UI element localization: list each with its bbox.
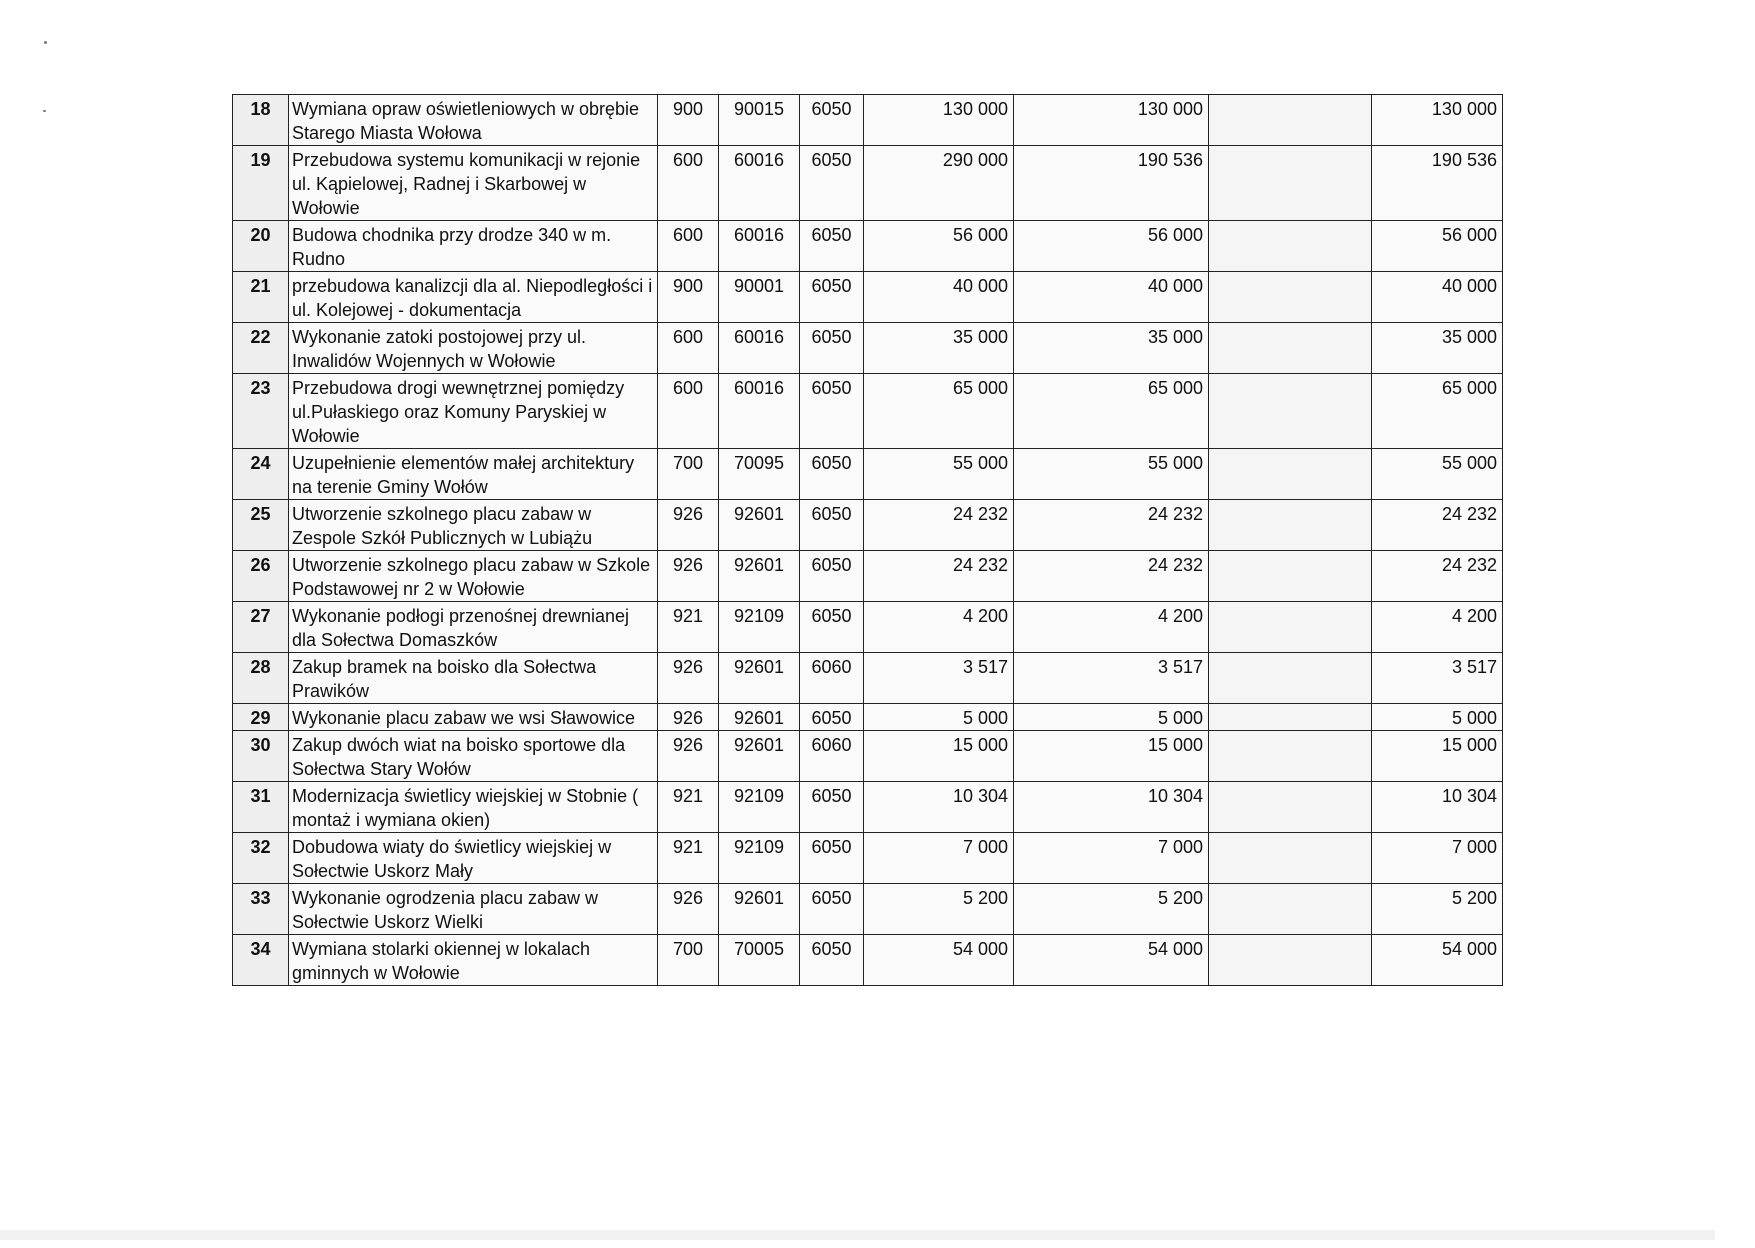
amount-total: 24 232: [1372, 500, 1503, 551]
total-value: 65 000: [864, 374, 1014, 449]
amount-total: 7 000: [1372, 833, 1503, 884]
dzial-code: 700: [658, 449, 719, 500]
dzial-code: 921: [658, 782, 719, 833]
amount-total: 5 200: [1372, 884, 1503, 935]
investment-table: [232, 94, 1503, 986]
paragraf-code: 6050: [800, 782, 864, 833]
rozdzial-code: 60016: [719, 221, 800, 272]
dzial-code: 600: [658, 323, 719, 374]
paragraf-code: 6050: [800, 146, 864, 221]
amount-total: 10 304: [1372, 782, 1503, 833]
task-name: Wykonanie podłogi przenośnej drewnianej dla Sołectwa Domaszków: [289, 602, 658, 653]
total-value: 4 200: [864, 602, 1014, 653]
task-name: Zakup bramek na boisko dla Sołectwa Prawików: [289, 653, 658, 704]
empty-cell: [1209, 833, 1372, 884]
empty-cell: [1209, 653, 1372, 704]
total-value: 15 000: [864, 731, 1014, 782]
rozdzial-code: 92601: [719, 704, 800, 731]
paragraf-code: 6050: [800, 551, 864, 602]
row-number: 24: [233, 449, 289, 500]
dzial-code: 926: [658, 551, 719, 602]
year-expenditure: 3 517: [1014, 653, 1209, 704]
dzial-code: 900: [658, 272, 719, 323]
dzial-code: 926: [658, 653, 719, 704]
table-body: [233, 95, 1503, 986]
task-name: przebudowa kanalizcji dla al. Niepodległości i ul. Kolejowej - dokumentacja: [289, 272, 658, 323]
total-value: 35 000: [864, 323, 1014, 374]
task-name: Przebudowa drogi wewnętrznej pomiędzy ul.Pułaskiego oraz Komuny Paryskiej w Wołowie: [289, 374, 658, 449]
year-expenditure: 4 200: [1014, 602, 1209, 653]
row-number: 22: [233, 323, 289, 374]
rozdzial-code: 60016: [719, 323, 800, 374]
year-expenditure: 24 232: [1014, 500, 1209, 551]
total-value: 290 000: [864, 146, 1014, 221]
table-row: [233, 272, 1503, 323]
row-number: 28: [233, 653, 289, 704]
amount-total: 24 232: [1372, 551, 1503, 602]
row-number: 23: [233, 374, 289, 449]
rozdzial-code: 92601: [719, 731, 800, 782]
row-number: 27: [233, 602, 289, 653]
year-expenditure: 5 000: [1014, 704, 1209, 731]
empty-cell: [1209, 602, 1372, 653]
table-row: [233, 602, 1503, 653]
amount-total: 54 000: [1372, 935, 1503, 986]
row-number: 21: [233, 272, 289, 323]
table-row: [233, 884, 1503, 935]
table-row: [233, 95, 1503, 146]
total-value: 54 000: [864, 935, 1014, 986]
scan-speck: [43, 110, 46, 112]
row-number: 33: [233, 884, 289, 935]
table-row: [233, 935, 1503, 986]
row-number: 30: [233, 731, 289, 782]
empty-cell: [1209, 782, 1372, 833]
total-value: 130 000: [864, 95, 1014, 146]
paragraf-code: 6060: [800, 731, 864, 782]
amount-total: 5 000: [1372, 704, 1503, 731]
rozdzial-code: 70095: [719, 449, 800, 500]
amount-total: 3 517: [1372, 653, 1503, 704]
paragraf-code: 6050: [800, 323, 864, 374]
table-row: [233, 374, 1503, 449]
table-row: [233, 323, 1503, 374]
row-number: 18: [233, 95, 289, 146]
year-expenditure: 55 000: [1014, 449, 1209, 500]
rozdzial-code: 92601: [719, 884, 800, 935]
table-row: [233, 833, 1503, 884]
rozdzial-code: 92601: [719, 500, 800, 551]
row-number: 26: [233, 551, 289, 602]
amount-total: 56 000: [1372, 221, 1503, 272]
paragraf-code: 6050: [800, 884, 864, 935]
amount-total: 55 000: [1372, 449, 1503, 500]
rozdzial-code: 60016: [719, 374, 800, 449]
task-name: Wymiana opraw oświetleniowych w obrębie Starego Miasta Wołowa: [289, 95, 658, 146]
total-value: 7 000: [864, 833, 1014, 884]
empty-cell: [1209, 500, 1372, 551]
dzial-code: 600: [658, 146, 719, 221]
amount-total: 130 000: [1372, 95, 1503, 146]
amount-total: 15 000: [1372, 731, 1503, 782]
rozdzial-code: 92109: [719, 602, 800, 653]
paragraf-code: 6050: [800, 95, 864, 146]
dzial-code: 900: [658, 95, 719, 146]
paragraf-code: 6050: [800, 221, 864, 272]
empty-cell: [1209, 449, 1372, 500]
empty-cell: [1209, 146, 1372, 221]
task-name: Dobudowa wiaty do świetlicy wiejskiej w Sołectwie Uskorz Mały: [289, 833, 658, 884]
task-name: Wykonanie zatoki postojowej przy ul. Inwalidów Wojennych w Wołowie: [289, 323, 658, 374]
year-expenditure: 190 536: [1014, 146, 1209, 221]
table-row: [233, 221, 1503, 272]
total-value: 3 517: [864, 653, 1014, 704]
dzial-code: 926: [658, 704, 719, 731]
total-value: 5 000: [864, 704, 1014, 731]
total-value: 40 000: [864, 272, 1014, 323]
row-number: 34: [233, 935, 289, 986]
paragraf-code: 6050: [800, 602, 864, 653]
empty-cell: [1209, 374, 1372, 449]
table-row: [233, 782, 1503, 833]
table-row: [233, 653, 1503, 704]
year-expenditure: 10 304: [1014, 782, 1209, 833]
dzial-code: 926: [658, 884, 719, 935]
table-row: [233, 551, 1503, 602]
year-expenditure: 15 000: [1014, 731, 1209, 782]
amount-total: 40 000: [1372, 272, 1503, 323]
empty-cell: [1209, 551, 1372, 602]
table-row: [233, 449, 1503, 500]
year-expenditure: 35 000: [1014, 323, 1209, 374]
dzial-code: 926: [658, 500, 719, 551]
empty-cell: [1209, 935, 1372, 986]
table-row: [233, 146, 1503, 221]
row-number: 25: [233, 500, 289, 551]
year-expenditure: 7 000: [1014, 833, 1209, 884]
paragraf-code: 6050: [800, 833, 864, 884]
total-value: 55 000: [864, 449, 1014, 500]
year-expenditure: 54 000: [1014, 935, 1209, 986]
task-name: Uzupełnienie elementów małej architektury na terenie Gminy Wołów: [289, 449, 658, 500]
row-number: 20: [233, 221, 289, 272]
paragraf-code: 6050: [800, 449, 864, 500]
row-number: 19: [233, 146, 289, 221]
empty-cell: [1209, 95, 1372, 146]
year-expenditure: 40 000: [1014, 272, 1209, 323]
paragraf-code: 6050: [800, 704, 864, 731]
empty-cell: [1209, 731, 1372, 782]
dzial-code: 921: [658, 833, 719, 884]
dzial-code: 921: [658, 602, 719, 653]
paragraf-code: 6050: [800, 272, 864, 323]
rozdzial-code: 70005: [719, 935, 800, 986]
empty-cell: [1209, 704, 1372, 731]
amount-total: 190 536: [1372, 146, 1503, 221]
rozdzial-code: 92109: [719, 782, 800, 833]
dzial-code: 600: [658, 374, 719, 449]
task-name: Modernizacja świetlicy wiejskiej w Stobnie ( montaż i wymiana okien): [289, 782, 658, 833]
empty-cell: [1209, 884, 1372, 935]
year-expenditure: 65 000: [1014, 374, 1209, 449]
total-value: 5 200: [864, 884, 1014, 935]
task-name: Wykonanie placu zabaw we wsi Sławowice: [289, 704, 658, 731]
dzial-code: 700: [658, 935, 719, 986]
rozdzial-code: 60016: [719, 146, 800, 221]
scan-speck: [44, 41, 47, 44]
rozdzial-code: 90015: [719, 95, 800, 146]
amount-total: 35 000: [1372, 323, 1503, 374]
paragraf-code: 6050: [800, 374, 864, 449]
task-name: Utworzenie szkolnego placu zabaw w Zespole Szkół Publicznych w Lubiążu: [289, 500, 658, 551]
year-expenditure: 5 200: [1014, 884, 1209, 935]
task-name: Wymiana stolarki okiennej w lokalach gminnych w Wołowie: [289, 935, 658, 986]
paragraf-code: 6050: [800, 500, 864, 551]
table-row: [233, 500, 1503, 551]
year-expenditure: 130 000: [1014, 95, 1209, 146]
dzial-code: 600: [658, 221, 719, 272]
total-value: 10 304: [864, 782, 1014, 833]
task-name: Przebudowa systemu komunikacji w rejonie ul. Kąpielowej, Radnej i Skarbowej w Wołowie: [289, 146, 658, 221]
empty-cell: [1209, 221, 1372, 272]
task-name: Zakup dwóch wiat na boisko sportowe dla Sołectwa Stary Wołów: [289, 731, 658, 782]
total-value: 24 232: [864, 551, 1014, 602]
rozdzial-code: 90001: [719, 272, 800, 323]
amount-total: 65 000: [1372, 374, 1503, 449]
amount-total: 4 200: [1372, 602, 1503, 653]
dzial-code: 926: [658, 731, 719, 782]
table-row: [233, 731, 1503, 782]
row-number: 29: [233, 704, 289, 731]
total-value: 24 232: [864, 500, 1014, 551]
task-name: Budowa chodnika przy drodze 340 w m. Rudno: [289, 221, 658, 272]
task-name: Wykonanie ogrodzenia placu zabaw w Sołectwie Uskorz Wielki: [289, 884, 658, 935]
empty-cell: [1209, 272, 1372, 323]
scan-edge: [0, 1230, 1715, 1240]
rozdzial-code: 92109: [719, 833, 800, 884]
total-value: 56 000: [864, 221, 1014, 272]
rozdzial-code: 92601: [719, 653, 800, 704]
rozdzial-code: 92601: [719, 551, 800, 602]
paragraf-code: 6060: [800, 653, 864, 704]
task-name: Utworzenie szkolnego placu zabaw w Szkole Podstawowej nr 2 w Wołowie: [289, 551, 658, 602]
table-row: [233, 704, 1503, 731]
year-expenditure: 24 232: [1014, 551, 1209, 602]
row-number: 31: [233, 782, 289, 833]
year-expenditure: 56 000: [1014, 221, 1209, 272]
paragraf-code: 6050: [800, 935, 864, 986]
row-number: 32: [233, 833, 289, 884]
empty-cell: [1209, 323, 1372, 374]
